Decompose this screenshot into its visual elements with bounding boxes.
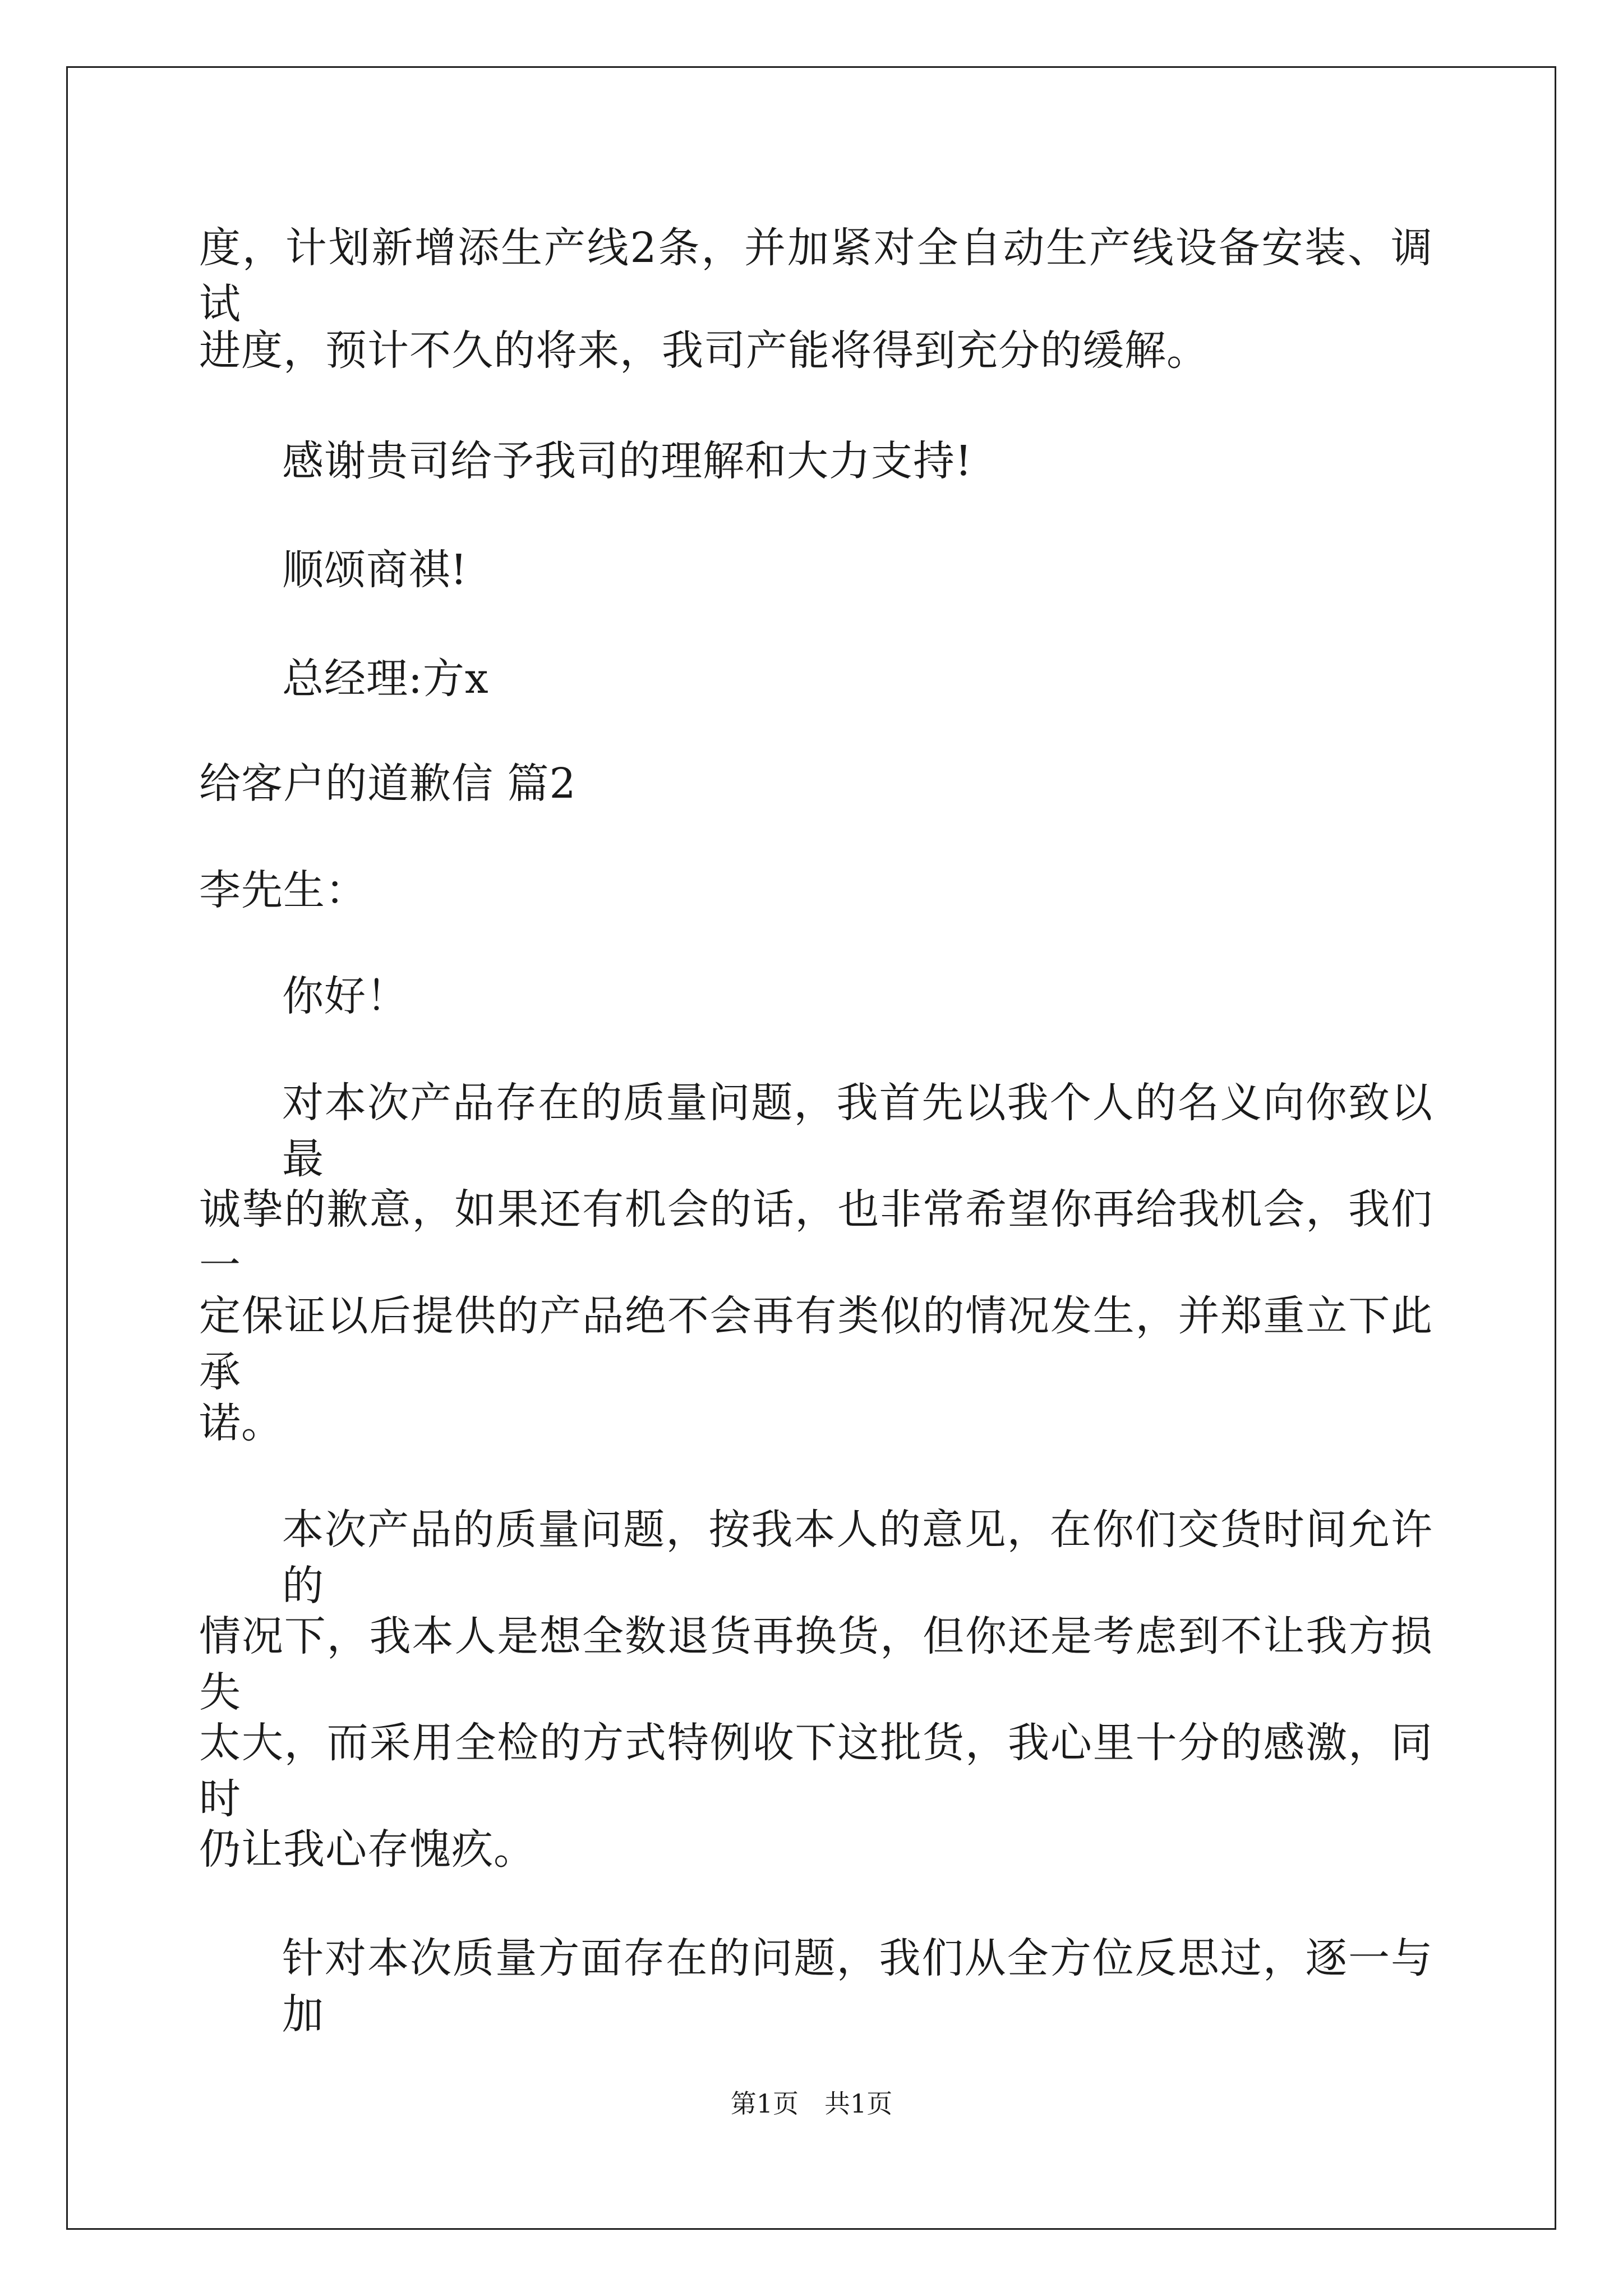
body-line-4: 顺颂商祺!: [282, 546, 468, 594]
section-heading: 给客户的道歉信 篇2: [199, 760, 577, 808]
body-line-16: 仍让我心存愧疚。: [199, 1825, 536, 1874]
body-line-14: 情况下，我本人是想全数退货再换货，但你还是考虑到不让我方损失: [199, 1612, 1433, 1717]
body-line-2: 进度，预计不久的将来，我司产能将得到充分的缓解。: [199, 326, 1209, 375]
page-footer: 第1页 共1页: [730, 2088, 893, 2119]
salutation: 李先生：: [199, 866, 367, 914]
greeting: 你好！: [282, 972, 408, 1020]
body-line-12: 诺。: [199, 1399, 283, 1447]
body-line-1: 度，计划新增添生产线2条，并加紧对全自动生产线设备安装、调试: [199, 224, 1433, 328]
body-line-11: 定保证以后提供的产品绝不会再有类似的情况发生，并郑重立下此承: [199, 1292, 1433, 1396]
body-line-17: 针对本次质量方面存在的问题，我们从全方位反思过，逐一与加: [282, 1934, 1433, 2039]
body-line-13: 本次产品的质量问题，按我本人的意见，在你们交货时间允许的: [282, 1506, 1433, 1610]
body-line-10: 诚挚的歉意，如果还有机会的话，也非常希望你再给我机会，我们一: [199, 1185, 1433, 1290]
body-line-3: 感谢贵司给予我司的理解和大力支持!: [282, 437, 972, 485]
body-line-9: 对本次产品存在的质量问题，我首先以我个人的名义向你致以最: [282, 1079, 1433, 1183]
body-line-15: 太大，而采用全检的方式特例收下这批货，我心里十分的感激，同时: [199, 1719, 1433, 1823]
signature-line: 总经理:方x: [282, 655, 489, 703]
